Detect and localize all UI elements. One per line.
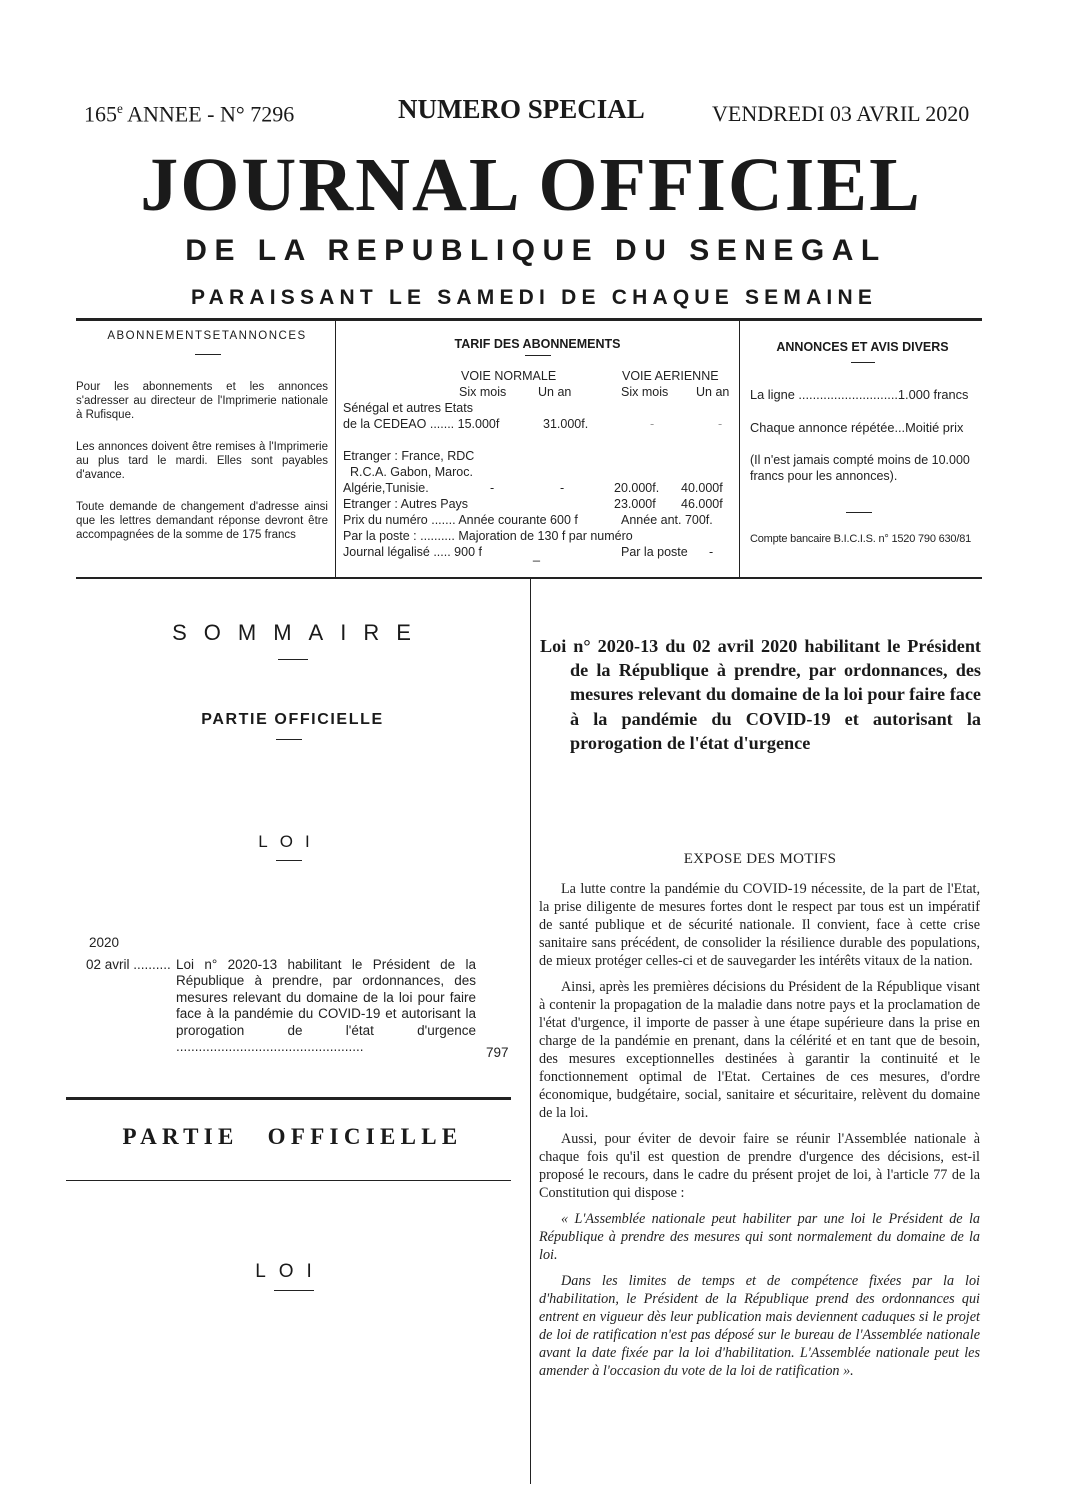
tarif-cedeao-un-an: 31.000f. [543,417,589,431]
abonnements-text-2: Les annonces doivent être remises à l'Imprimerie au plus tard le mardi. Elles sont payables d'avance. [76,441,328,481]
abonnements-text-3: Toute demande de changement d'adresse ainsi que les lettres demandant réponse devront être accompagnées de la somme de 175 francs [76,501,328,541]
tarif-voie-aerienne: VOIE AERIENNE [622,369,719,383]
expose-paragraph-2: Ainsi, après les premières décisions du Président de la République visant à contenir la propagation de la maladie dans notre pays et la proclamation de l'état d'urgence, il importe de passer à une étape supérieure dans la prise en charge de la pandémie en prenant, dans la célérité et en tant que de besoin, des mesures exceptionnelles destinées à garantir la continuité et le fonctionnement optimal de l'Etat. Certaines de ces mesures, d'ordre économique, budgétaire, social, sanitaire et sécuritaire, relèvent du domaine de la loi. [539,979,980,1121]
journal-subtitle: DE LA REPUBLIQUE DU SENEGAL [185,234,887,267]
law-title: Loi n° 2020-13 du 02 avril 2020 habilitant le Président de la République à prendre, par ordonnances, des mesures relevant du domaine de la loi pour faire face à la pandémie du COVID-19 et autorisant la prorogation de l'état d'urgence [540,636,981,753]
tarif-voie-normale: VOIE NORMALE [461,369,557,383]
constitution-quote-2: Dans les limites de temps et de compétence fixées par la loi d'habilitation, le Président de la République prend des ordonnances qui entrent en vigueur dès leur publication mais deviennent caduques si le projet de loi de ratification n'est pas déposé sur le bureau de l'Assemblée nationale avant la date fixée par la loi d'habilitation. L'Assemblée nationale peut les amender à l'occasion du vote de la loi de ratification ». [539,1273,980,1379]
box-divider-1 [335,321,336,577]
tarif-row-algerie: Algérie,Tunisie. [343,481,429,495]
tarif-row-journal-legalise: Journal légalisé ..... 900 f [343,545,482,559]
annonces-compte: Compte bancaire B.I.C.I.S. n° 1520 790 630/81 [750,533,972,545]
loi-heading: LOI [255,1261,325,1282]
tarif-heading-dash [525,355,551,356]
annonces-repetee: Chaque annonce répétée...Moitié prix [750,420,964,435]
tarif-algerie-dash-1: - [490,481,495,495]
tarif-un-an-2: Un an [696,385,730,399]
tarif-annee-ant: Année ant. 700f. [621,513,713,527]
issue-number [84,101,294,127]
tarif-cedeao-dash-2: - [718,417,723,431]
sommaire-year: 2020 [89,935,120,950]
tarif-row-rca: R.C.A. Gabon, Maroc. [350,465,473,479]
column-divider [530,579,531,1484]
tarif-six-mois-1: Six mois [459,385,507,399]
tarif-algerie-dash-2: - [560,481,565,495]
tarif-heading: TARIF DES ABONNEMENTS [454,337,621,351]
tarif-row-etranger-france: Etranger : France, RDC [343,449,475,463]
tarif-algerie-six-mois: 20.000f. [614,481,660,495]
article-body [539,880,980,1380]
partie-officielle-heading: PARTIE OFFICIELLE [122,1124,463,1149]
expose-paragraph-3: Aussi, pour éviter de devoir faire se réunir l'Assemblée nationale à chaque fois qu'il est question de prendre d'urgence des décisions, est-il proposé le recours, dans le cadre du présent projet de loi, à l'article 77 de la Constitution qui dispose : [539,1131,980,1201]
sommaire-heading: SOMMAIRE [172,620,428,645]
special-issue-label: NUMERO SPECIAL [398,94,645,124]
tarif-autres-un-an: 46.000f [681,497,723,511]
tarif-row-par-la-poste: Par la poste : .......... Majoration de 130 f par numéro [343,529,633,543]
annonces-note: (Il n'est jamais compté moins de 10.000 francs pour les annonces). [750,453,970,483]
expose-paragraph-1: La lutte contre la pandémie du COVID-19 nécessite, de la part de l'Etat, la prise diligente de mesures fortes dont le respect par tous est un impératif de santé publique et de sécurité nationale. Il convient, face à cette crise sanitaire sans précédent, de consolider la résilience durable des populations, de mieux protéger celles-ci et de sauvegarder les intérêts vitaux de la nation. [539,881,980,969]
journal-title: JOURNAL OFFICIEL [140,143,922,227]
tarif-par-la-poste-2-dash: - [709,545,714,559]
expose-des-motifs: EXPOSE DES MOTIFS [683,851,837,867]
sommaire-partie-dash [276,739,302,740]
loi-heading-dash [274,1290,314,1291]
periodicity-line: PARAISSANT LE SAMEDI DE CHAQUE SEMAINE [190,286,878,309]
annonces-heading: ANNONCES ET AVIS DIVERS [776,340,949,354]
sommaire-loi-dash [276,860,302,861]
annonces-note-dash [846,512,872,513]
tarif-cedeao-dash-1: - [650,417,655,431]
tarif-row-senegal: Sénégal et autres Etats [343,401,473,415]
abonnements-heading-dash [195,354,221,355]
tarif-legalise-dash: _ [533,548,540,562]
box-divider-2 [739,321,740,577]
sommaire-partie-officielle: PARTIE OFFICIELLE [201,711,384,728]
issue-year-sup: e [117,101,123,116]
tarif-un-an-1: Un an [538,385,572,399]
partie-officielle-rule [66,1180,511,1181]
tarif-row-autres-pays: Etranger : Autres Pays [343,497,469,511]
sommaire-end-rule [66,1097,511,1100]
sommaire-entry-text: Loi n° 2020-13 habilitant le Président de la République à prendre, par ordonnances, des mesures relevant du domaine de la loi pour faire face à la pandémie du COVID-19 et autorisant la prorogation de l'état d'urgence .................................................. [176,957,476,1055]
constitution-quote-1: « L'Assemblée nationale peut habiliter par une loi le Président de la République à prendre des mesures qui sont normalement du domaine de la loi. [539,1211,980,1263]
annonces-heading-dash [851,362,875,363]
issue-date: VENDREDI 03 AVRIL 2020 [712,101,970,126]
tarif-algerie-un-an: 40.000f [681,481,723,495]
tarif-six-mois-2: Six mois [621,385,669,399]
tarif-row-prix-numero: Prix du numéro ....... Année courante 600 f [343,513,578,527]
issue-year-number: 165 [84,101,117,127]
abonnements-heading: ABONNEMENTSETANNONCES [107,330,307,342]
sommaire-entry-date: 02 avril .......... [86,957,171,972]
sommaire-entry-page: 797 [486,1045,509,1060]
issue-year-rest: ANNEE - N° 7296 [122,101,295,127]
sommaire-loi-heading: LOI [258,832,322,851]
boxes-bottom-rule [76,577,982,579]
abonnements-text-1: Pour les abonnements et les annonces s'adresser au directeur de l'Imprimerie nationale à Rufisque. [76,381,328,421]
sommaire-dash [278,659,308,660]
tarif-autres-six-mois: 23.000f [614,497,656,511]
header-rule [76,318,982,321]
tarif-row-cedeao: de la CEDEAO ....... 15.000f [343,417,500,431]
annonces-ligne: La ligne ............................1.000 francs [750,387,969,402]
tarif-par-la-poste-2: Par la poste [621,545,688,559]
